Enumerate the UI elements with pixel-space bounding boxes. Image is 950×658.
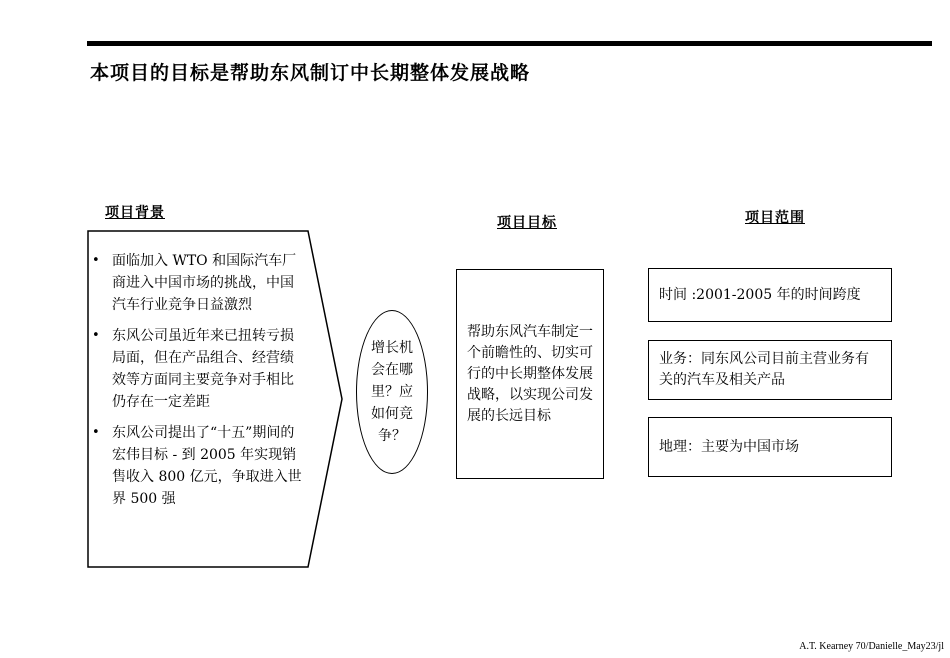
background-bullet-3 — [92, 422, 302, 510]
scope-item-text: 时间 :2001-2005 年的时间跨度 — [659, 286, 861, 303]
bullet-text: 面临加入 WTO 和国际汽车厂商进入中国市场的挑战，中国汽车行业竞争日益激烈 — [112, 253, 297, 313]
goal-text: 帮助东风汽车制定一个前瞻性的、切实可行的中长期整体发展战略，以实现公司发展的长远目标 — [467, 323, 593, 424]
goal-heading: 项目目标 — [497, 215, 557, 231]
background-bullet-2 — [92, 325, 302, 413]
question-ellipse — [356, 310, 428, 474]
background-bullet-list — [92, 250, 302, 519]
top-rule — [87, 41, 932, 46]
question-text: 增长机会在哪里？应如何竞争？ — [371, 340, 413, 444]
footer-credit: A.T. Kearney 70/Danielle_May23/jl — [799, 641, 944, 652]
bullet-dot: • — [92, 425, 100, 440]
scope-heading: 项目范围 — [745, 210, 805, 226]
bullet-dot: • — [92, 253, 100, 268]
bullet-text: 东风公司虽近年来已扭转亏损局面，但在产品组合、经营绩效等方面同主要竞争对手相比仍存在一定差距 — [112, 328, 294, 410]
bullet-text: 东风公司提出了“十五”期间的宏伟目标 - 到 2005 年实现销售收入 800 亿元，争取进入世界 500 强 — [112, 425, 302, 507]
background-heading: 项目背景 — [105, 205, 165, 221]
bullet-dot: • — [92, 328, 100, 343]
scope-item-text: 地理：主要为中国市场 — [659, 438, 799, 455]
scope-item-geography — [648, 417, 892, 477]
scope-item-time — [648, 268, 892, 322]
page-title: 本项目的目标是帮助东风制订中长期整体发展战略 — [90, 62, 531, 84]
goal-box — [456, 269, 604, 479]
background-bullet-1 — [92, 250, 302, 316]
scope-item-business — [648, 340, 892, 400]
scope-item-text: 业务：同东风公司目前主营业务有关的汽车及相关产品 — [659, 351, 869, 388]
